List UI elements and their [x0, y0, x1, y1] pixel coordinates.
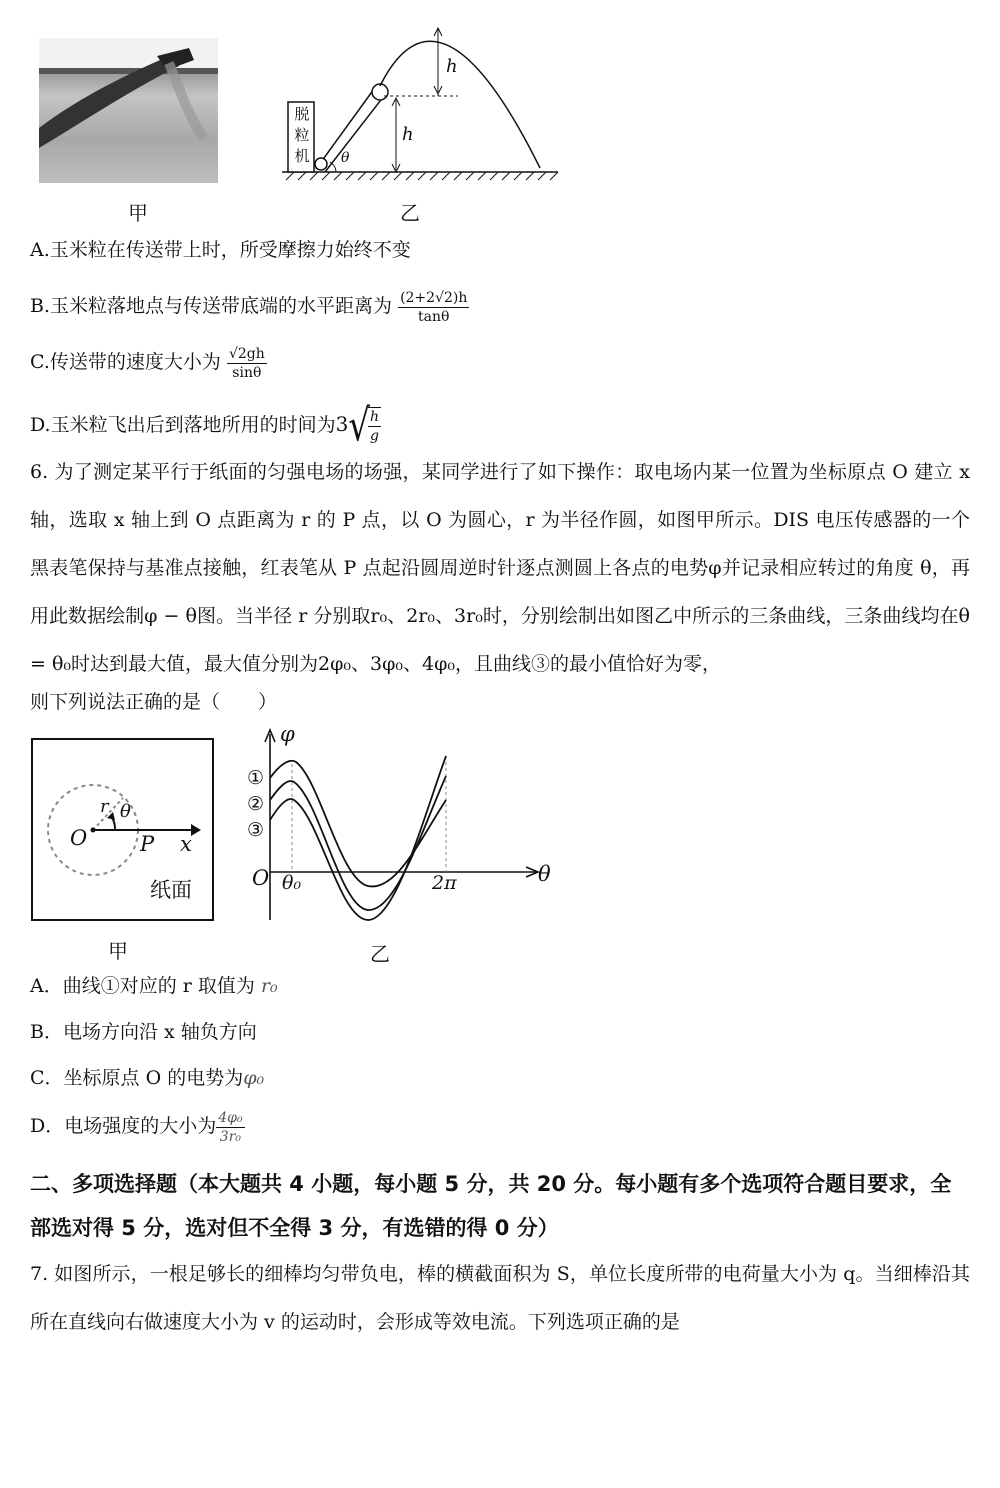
- q6-label-paper: 纸面: [150, 878, 192, 902]
- q6-label-x: x: [180, 832, 192, 856]
- q5-fig-jia-caption: 甲: [128, 201, 148, 225]
- q6-yi-origin: O: [252, 866, 270, 890]
- q5-option-c-text: C.传送带的速度大小为: [30, 351, 221, 373]
- sqrt-icon: √: [348, 400, 371, 452]
- machine-char-3: 机: [294, 147, 310, 165]
- q6-yi-theta0: θ₀: [282, 872, 302, 894]
- q6-yi-theta-axis: θ: [538, 862, 551, 886]
- q6-label-r: r: [100, 796, 109, 817]
- q5-option-a: A.玉米粒在传送带上时，所受摩擦力始终不变: [30, 239, 411, 261]
- curve-3-line: [270, 761, 446, 887]
- q5-option-d-text: D.玉米粒飞出后到落地所用的时间为: [30, 414, 336, 436]
- q5-option-b-text: B.玉米粒落地点与传送带底端的水平距离为: [30, 295, 393, 317]
- q6-yi-curve-1: ①: [247, 767, 265, 789]
- q6-option-a-value: r₀: [260, 975, 278, 997]
- q6-fig-yi-graph: [240, 720, 560, 930]
- q6-yi-curve-3: ③: [247, 819, 265, 841]
- d-numerator: h: [370, 409, 380, 425]
- q6-label-P: P: [140, 832, 155, 856]
- machine-label: [290, 104, 314, 167]
- q6-option-d-fraction: [216, 1109, 244, 1146]
- q6-d-denominator: 3r₀: [219, 1128, 241, 1145]
- label-h-upper: h: [446, 56, 458, 77]
- q6-stem: 6. 为了测定某平行于纸面的匀强电场的场强，某同学进行了如下操作：取电场内某一位置为坐标原点 O 建立 x 轴，选取 x 轴上到 O 点距离为 r 的 P 点，以 O 为圆心，r 为半径作圆，如图甲所示。DIS 电压传感器的一个黑表笔保持与基准点接触，红表笔从 P 点起沿圆周逆时针逐点测圆上各点的电势φ并记录相应转过的角度 θ，再用此数据绘制φ − θ图。当半径 r 分别取r₀、2r₀、3r₀时，分别绘制出如图乙中所示的三条曲线，三条曲线均在θ = θ₀时达到最大值，最大值分别为2φ₀、3φ₀、4φ₀，且曲线③的最小值恰好为零，: [30, 461, 970, 675]
- machine-char-1: 脱: [294, 105, 310, 123]
- q6-option-c-value: φ₀: [243, 1067, 265, 1089]
- machine-char-2: 粒: [294, 126, 310, 144]
- label-theta: θ: [341, 150, 350, 166]
- q6-option-d: [30, 1104, 245, 1148]
- b-denominator: tanθ: [418, 308, 450, 325]
- q6-option-d-text: D．电场强度的大小为: [30, 1115, 217, 1137]
- d-coefficient: 3: [335, 412, 349, 436]
- b-numerator: (2+2√2)h: [400, 289, 468, 306]
- q6-option-b: B．电场方向沿 x 轴负方向: [30, 1021, 257, 1043]
- q5-option-b-fraction: [398, 289, 469, 326]
- q6-option-a-text: A．曲线①对应的 r 取值为: [30, 975, 255, 997]
- c-denominator: sinθ: [232, 364, 262, 381]
- q5-option-b: [30, 286, 469, 326]
- q6-fig-yi-caption: 乙: [370, 942, 390, 966]
- q5-option-c-fraction: [227, 345, 267, 382]
- c-numerator: √2gh: [228, 345, 265, 362]
- section-2-heading: 二、多项选择题（本大题共 4 小题，每小题 5 分，共 20 分。每小题有多个选项符合题目要求，全部选对得 5 分，选对但不全得 3 分，有选错的得 0 分）: [30, 1172, 952, 1240]
- q6-yi-2pi: 2π: [432, 872, 457, 894]
- q6-label-theta: θ: [120, 801, 131, 822]
- q5-conveyor-diagram: [278, 16, 562, 186]
- label-h-lower: h: [402, 124, 414, 145]
- q6-option-a: [30, 974, 278, 998]
- d-denominator: g: [370, 428, 380, 444]
- q7-stem: 7. 如图所示，一根足够长的细棒均匀带负电，棒的横截面积为 S，单位长度所带的电荷量大小为 q。当细棒沿其所在直线向右做速度大小为 v 的运动时，会形成等效电流。下列选项正确的是: [30, 1263, 970, 1333]
- q5-fig-yi-caption: 乙: [400, 201, 420, 225]
- q6-yi-curve-2: ②: [247, 793, 265, 815]
- q6-yi-phi: φ: [280, 722, 295, 746]
- q6-d-numerator: 4φ₀: [218, 1109, 243, 1126]
- q6-option-c: [30, 1066, 264, 1090]
- q5-option-d: [30, 400, 381, 452]
- q6-label-O: O: [70, 826, 88, 850]
- q5-option-c: [30, 342, 267, 382]
- corn-harvester-photo: [39, 38, 218, 183]
- q6-question: 则下列说法正确的是（ ）: [30, 691, 278, 713]
- q6-fig-jia-caption: 甲: [108, 939, 128, 963]
- harvester-sketch: [39, 38, 218, 183]
- q6-option-c-text: C．坐标原点 O 的电势为: [30, 1067, 244, 1089]
